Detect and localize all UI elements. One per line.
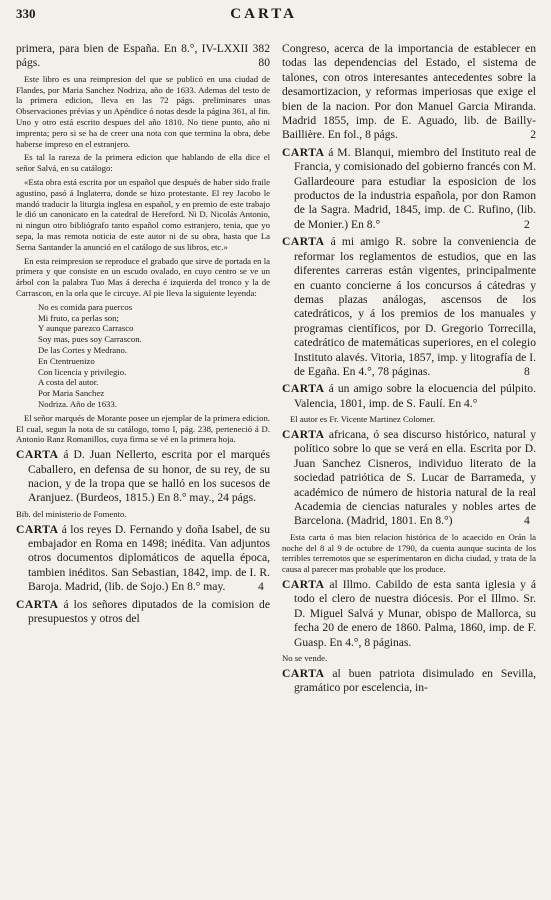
entry-headword: CARTA — [16, 448, 59, 462]
entry-text: al Illmo. Cabildo de esta santa iglesia y á todo el clero de nuestra diócesis. Por el Illmo. Sr. D. Miguel Salvá y Munar, obispo de Mallorca, su fecha 20 de enero de 1860. Palma, 1860, imp. de F. Guasp. En 4.°, 8 páginas. — [294, 577, 536, 649]
verse-line: Mi fruto, ca perlas son; — [38, 312, 119, 323]
entry-headword: CARTA — [282, 382, 325, 396]
entry-text: primera, para bien de España. En 8.°, IV-LXXII 382 págs. — [16, 42, 270, 70]
left-column — [16, 42, 270, 894]
catalog-entry — [16, 448, 270, 506]
catalog-entry — [282, 382, 536, 411]
catalog-entry: CARTA á mi amigo R. sobre la conveniencia de reformar los reglamentos de estudios, que en las diferentes carreras están vigentes, principalmente en cuanto concierne á los concursos á cátedras y demas plazas análogas, ascensos de los catedráticos, y á los premios de los manuales y programas científicos, por D. Gregorio Torrecilla, catedrático de matemáticas superiores, en el colegio Instituto alavés. Vitoria, 1857, imp. y litografía de I. de Egaña. En 4.°, 78 páginas. 8 — [282, 235, 536, 378]
entry-headword: CARTA — [16, 597, 59, 611]
running-head: CARTA — [230, 6, 297, 22]
verse-block — [16, 302, 270, 410]
verse-line: Nodriza. Año de 1633. — [38, 398, 117, 409]
entry-text: á M. Blanqui, miembro del Instituto real de Francia, y comisionado del gobierno francés con M. Gallardeoure para estudiar la esposicion de los productos de la industria española, por don Ramon de la Sagra. Madrid, 1845, imp. de C. Rufino, (lib. de Monier.) En 8.° — [294, 145, 536, 231]
verse-line: Con licencia y privilegio. — [38, 366, 127, 377]
entry-note: Esta carta ó mas bien relacion histórica de lo acaecido en Orán la noche del 8 al 9 de octubre de 1790, da cuenta aunque sucinta de los terribles terremotos que se esperimentaron en dicha ciudad, y trata de la causa al parecer mas probable que los produce. — [282, 531, 536, 575]
catalog-entry — [16, 598, 270, 627]
annotation: En esta reimpresion se reproduce el grabado que sirve de portada en la primera y que consiste en un escudo ovalado, en cuyo centro se ve un árbol con la palabra Tuo Mas á derecha é izquierda del tronco y la de Carrascon, en la orla que le circuye. Al pie lleva la siguiente leyenda: — [16, 255, 270, 298]
quotation: «Esta obra está escrita por un español que después de haber sido fraile agustino, pasó á Inglaterra, donde se hizo protestante. El rey Jacobo le mandó traducir la liturgia inglesa en español, y en premio de este trabajo le dió un canonicato en la catedral de Hereford. Ni D. Nicolás Antonio, ni ningun otro bibliógrafo tanto español como estranjero, tenia, que yo sepa, la mas remota noticia de este autor ni de su obra, hasta que La Serna Santander la anunció en el catálogo de sus libros, etc.» — [16, 176, 270, 252]
verse-line: En Ctentruenizo — [38, 355, 95, 366]
entry-text: á mi amigo R. sobre la conveniencia de reformar los reglamentos de estudios, que en las diferentes carreras están vigentes, principalmente en cuanto concierne á los concursos á cátedras y demas plazas análogas, ascensos de los catedráticos, y á los premios de los manuales y programas científicos, por D. Gregorio Torrecilla, catedrático de matemáticas superiores, en el colegio Instituto alavés. Vitoria, 1857, imp. y litografía de I. de Egaña. En 4.°, 78 páginas. — [294, 235, 536, 378]
page-header — [16, 6, 537, 42]
verse-line: Y aunque parezco Carrasco — [38, 323, 134, 334]
entry-headword: CARTA — [282, 666, 325, 680]
entry-note: Bib. del ministerio de Fomento. — [16, 508, 127, 519]
catalog-entry — [282, 667, 536, 696]
entry-continuation — [16, 42, 270, 71]
catalog-entry — [282, 578, 536, 650]
page-number: 330 — [16, 6, 36, 21]
entry-headword: CARTA — [16, 522, 59, 536]
entry-headword: CARTA — [282, 427, 325, 441]
catalog-entry: CARTA á M. Blanqui, miembro del Instituto real de Francia, y comisionado del gobierno francés con M. Gallardeoure para estudiar la esposicion de los productos de la industria española, por don Ramon de la Sagra. Madrid, 1845, imp. de C. Rufino, (lib. de Monier.) En 8.° 2 — [282, 145, 536, 231]
entry-note: No se vende. — [282, 653, 328, 664]
entry-price: 2 — [530, 128, 536, 142]
annotation: Es tal la rareza de la primera edicion que hablando de ella dice el señor Salvá, en su catálogo: — [16, 152, 270, 174]
verse-line: No es comida para puercos — [38, 301, 133, 312]
verse-line: Por Maria Sanchez — [38, 388, 105, 399]
verse-line: Soy mas, pues soy Carrascon. — [38, 334, 142, 345]
right-column — [282, 42, 536, 894]
entry-headword: CARTA — [282, 145, 325, 159]
entry-text: á un amigo sobre la elocuencia del púlpito. Valencia, 1801, imp. de S. Faulí. En 4.° — [294, 382, 536, 410]
catalog-entry: CARTA á los reyes D. Fernando y doña Isabel, de su embajador en Roma en 1498; inédita. Van adjuntos otros documentos diplomáticos de aquella época, tambien inéditos. San Sebastian, 1842, imp. de I. R. Baroja. Madrid, (lib. de Sojo.) En 8.° may. 4 — [16, 522, 270, 594]
annotation: Este libro es una reimpresion del que se publicó en una ciudad de Flandes, por Maria Sanchez Nodriza, año de 1633. Ademas del testo de la primera edicion, lleva en las 72 págs. preliminares unas Observaciones prévias y un Apéndice ó notas desde la página 361, al fin. Uno y otro está escrito despues del año 1810. No tiene punto, año ni imprenta; pero si se ha de creer una nota con que termina la obra, debe haberse impreso en el estranjero. — [16, 73, 270, 149]
annotation: El señor marqués de Morante posee un ejemplar de la primera edicion. El cual, segun la nota de su catálogo, tomo I, pág. 238, perteneció á D. Antonio Ranz Romanillos, cuya firma se vé en la primera hoja. — [16, 412, 270, 445]
entry-text: á los señores diputados de la comision de presupuestos y otros del — [28, 597, 270, 625]
entry-price: 80 — [258, 56, 270, 70]
entry-continuation — [282, 42, 536, 143]
entry-text: Congreso, acerca de la importancia de establecer en todas las dependencias del Estado, el sistema de talones, con otros interesantes antecedentes sobre la desamortizacion, y reformas imperiosas que exige el bien de la nacion. Por don Manuel Garcia Miranda. Madrid 1855, imp. de E. Aguado, lib. de Bailly-Baillière. En fol., 8 págs. — [282, 42, 536, 142]
entry-headword: CARTA — [282, 577, 325, 591]
text-columns — [16, 42, 537, 894]
entry-text: al buen patriota disimulado en Sevilla, gramático por escelencia, in- — [294, 666, 536, 695]
entry-headword: CARTA — [282, 235, 325, 249]
entry-text: á D. Juan Nellerto, escrita por el marqués Caballero, en defensa de su honor, de su rey, de su nacion, y de la tropa que se halló en los sucesos de Aranjuez. (Burdeos, 1815.) En 8.° may., 24 págs. — [28, 448, 270, 505]
catalog-entry: CARTA africana, ó sea discurso histórico, natural y político sobre lo que se verá en ella. Escrita por D. Juan Sanchez Cisneros, individuo literato de la sociedad patriótica de S. Lucar de Barrameda, y académico de número de historia natural de la real Academia de ciencias naturales y nobles artes de Barcelona. (Madrid, 1801. En 8.°) 4 — [282, 427, 536, 528]
entry-text: africana, ó sea discurso histórico, natural y político sobre lo que se verá en ella. Escrita por D. Juan Sanchez Cisneros, individuo literato de la sociedad patriótica de S. Lucar de Barrameda, y académico de número de historia natural de la real Academia de ciencias naturales y nobles artes de Barcelona. (Madrid, 1801. En 8.°) — [294, 427, 536, 528]
verse-line: De las Cortes y Medrano. — [38, 344, 128, 355]
entry-text: á los reyes D. Fernando y doña Isabel, de su embajador en Roma en 1498; inédita. Van adjuntos otros documentos diplomáticos de aquella época, tambien inéditos. San Sebastian, 1842, imp. de I. R. Baroja. Madrid, (lib. de Sojo.) En 8.° may. — [28, 522, 270, 594]
entry-note: El autor es Fr. Vicente Martinez Colomer. — [290, 414, 436, 425]
verse-line: A costa del autor. — [38, 377, 99, 388]
